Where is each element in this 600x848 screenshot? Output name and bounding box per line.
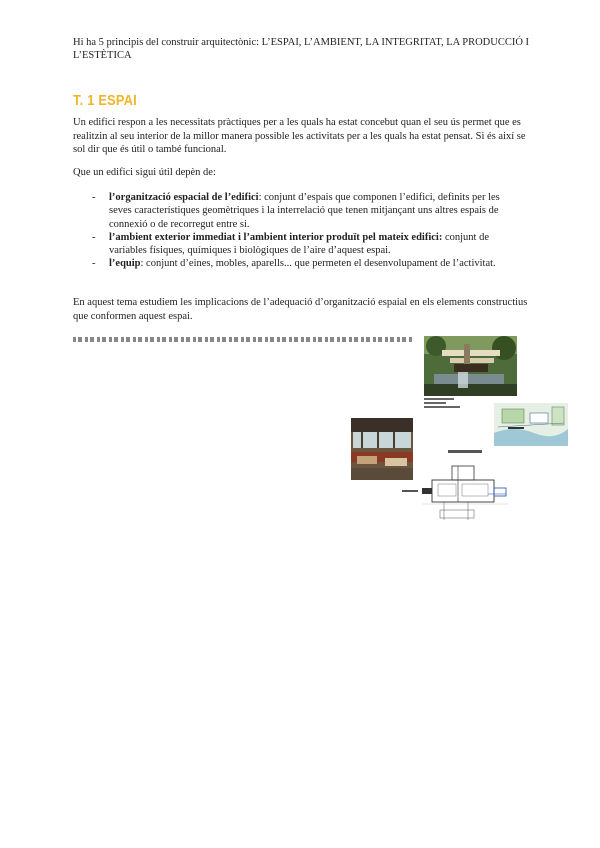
photo-caption-marks [424,398,464,408]
dependency-list [92,191,518,271]
list-description: : conjunt d’eines, mobles, aparells... que permeten el desenvolupament de l’activitat. [140,258,496,270]
list-term: l’equip [109,258,141,270]
exterior-photo [424,336,517,396]
cropped-text-line [73,336,413,342]
list-description: : conjunt d’espais que componen l’edifici, definits per les seves característiques geomètriques i la interrelació que tenen mitjançant uns altres espais de connexió o de recorregut entre si. [109,192,500,230]
list-bullet: - [92,258,96,270]
paragraph-utility: Un edifici respon a les necessitats pràctiques per a les quals ha estat concebut quan el seu ús permet que es realitzin al seu interior de la millor manera possible les activitats per a les quals ha estat pensat. Si és així se sol dir que és útil o també funcional. [73,117,526,155]
section-heading: T. 1 ESPAI [73,92,137,109]
list-item [92,191,518,231]
list-bullet: - [92,192,96,203]
list-description: conjunt de variables físiques, químiques i biològiques de l’aire d’aquest espai. [109,231,489,257]
list-term: l’ambient exterior immediat i l’ambient interior produït pel mateix edifici: [109,231,443,243]
intro-text: Hi ha 5 principis del construir arquitectònic: L’ESPAI, L’AMBIENT, LA INTEGRITAT, LA PRODUCCIÓ I L’ESTÈTICA [73,37,530,61]
site-plan [494,403,568,446]
interior-photo [351,418,413,480]
paragraph-depends: Que un edifici sigui útil depèn de: [73,167,216,178]
floor-plan [418,448,513,523]
list-term: l’organització espacial de l’edifici [109,192,259,203]
list-item [92,231,518,258]
list-bullet: - [92,231,96,243]
list-item [92,257,518,270]
paragraph-topic: En aquest tema estudiem les implicacions de l’adequació d’organització espaial en els elements constructius que conformen aquest espai. [73,297,528,322]
